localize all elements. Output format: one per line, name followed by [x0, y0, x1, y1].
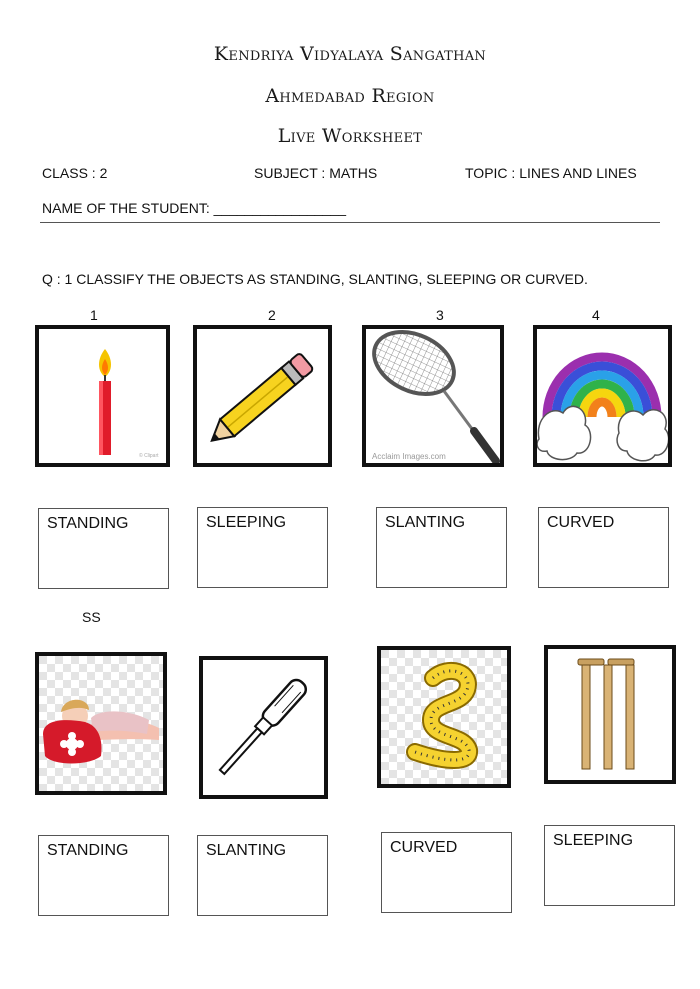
rainbow-picture — [533, 325, 672, 467]
answer-box-3[interactable] — [376, 507, 507, 588]
answer-text-5: STANDING — [47, 842, 129, 859]
answer-text-2: SLEEPING — [206, 514, 287, 531]
answer-text-8: SLEEPING — [553, 832, 634, 849]
answer-text-1: STANDING — [47, 515, 129, 532]
candle-icon — [39, 329, 166, 463]
racket-picture — [362, 325, 504, 467]
rainbow-icon — [537, 329, 668, 463]
wicket-picture — [544, 645, 676, 784]
title-worksheet: Live Worksheet — [277, 125, 423, 147]
class-label: CLASS : 2 — [42, 165, 108, 181]
candle-picture — [35, 325, 170, 467]
answer-box-4[interactable] — [538, 507, 669, 588]
screwdriver-icon — [203, 660, 324, 795]
student-name-field[interactable]: NAME OF THE STUDENT: _________________ — [42, 200, 347, 216]
answer-text-3: SLANTING — [385, 514, 466, 531]
pencil-icon — [197, 329, 328, 463]
pencil-picture — [193, 325, 332, 467]
stray-text: SS — [82, 609, 101, 625]
wicket-icon — [548, 649, 672, 780]
sleeping-doll-icon — [39, 656, 163, 791]
item-number-3: 3 — [436, 307, 444, 323]
divider — [40, 222, 660, 223]
screwdriver-picture — [199, 656, 328, 799]
answer-text-7: CURVED — [390, 839, 458, 856]
doll-picture — [35, 652, 167, 795]
measuring-tape-picture — [377, 646, 511, 788]
answer-box-5[interactable] — [38, 835, 169, 916]
answer-box-2[interactable] — [197, 507, 328, 588]
answer-box-1[interactable] — [38, 508, 169, 589]
title-organisation: Kendriya Vidyalaya Sangathan — [213, 43, 487, 65]
answer-text-6: SLANTING — [206, 842, 287, 859]
item-number-4: 4 — [592, 307, 600, 323]
answer-box-6[interactable] — [197, 835, 328, 916]
item-number-2: 2 — [268, 307, 276, 323]
title-region: Ahmedabad Region — [265, 85, 435, 107]
watermark-clipart: © Clipart — [139, 453, 159, 459]
question-text: Q : 1 CLASSIFY THE OBJECTS AS STANDING, SLANTING, SLEEPING OR CURVED. — [42, 271, 588, 287]
measuring-tape-icon — [381, 650, 507, 784]
item-number-1: 1 — [90, 307, 98, 323]
topic-label: TOPIC : LINES AND LINES — [465, 165, 637, 181]
subject-label: SUBJECT : MATHS — [254, 165, 378, 181]
answer-box-7[interactable] — [381, 832, 512, 913]
answer-box-8[interactable] — [544, 825, 675, 906]
watermark-acclaim: Acclaim Images.com — [372, 452, 446, 461]
racket-icon — [366, 329, 500, 463]
answer-text-4: CURVED — [547, 514, 615, 531]
